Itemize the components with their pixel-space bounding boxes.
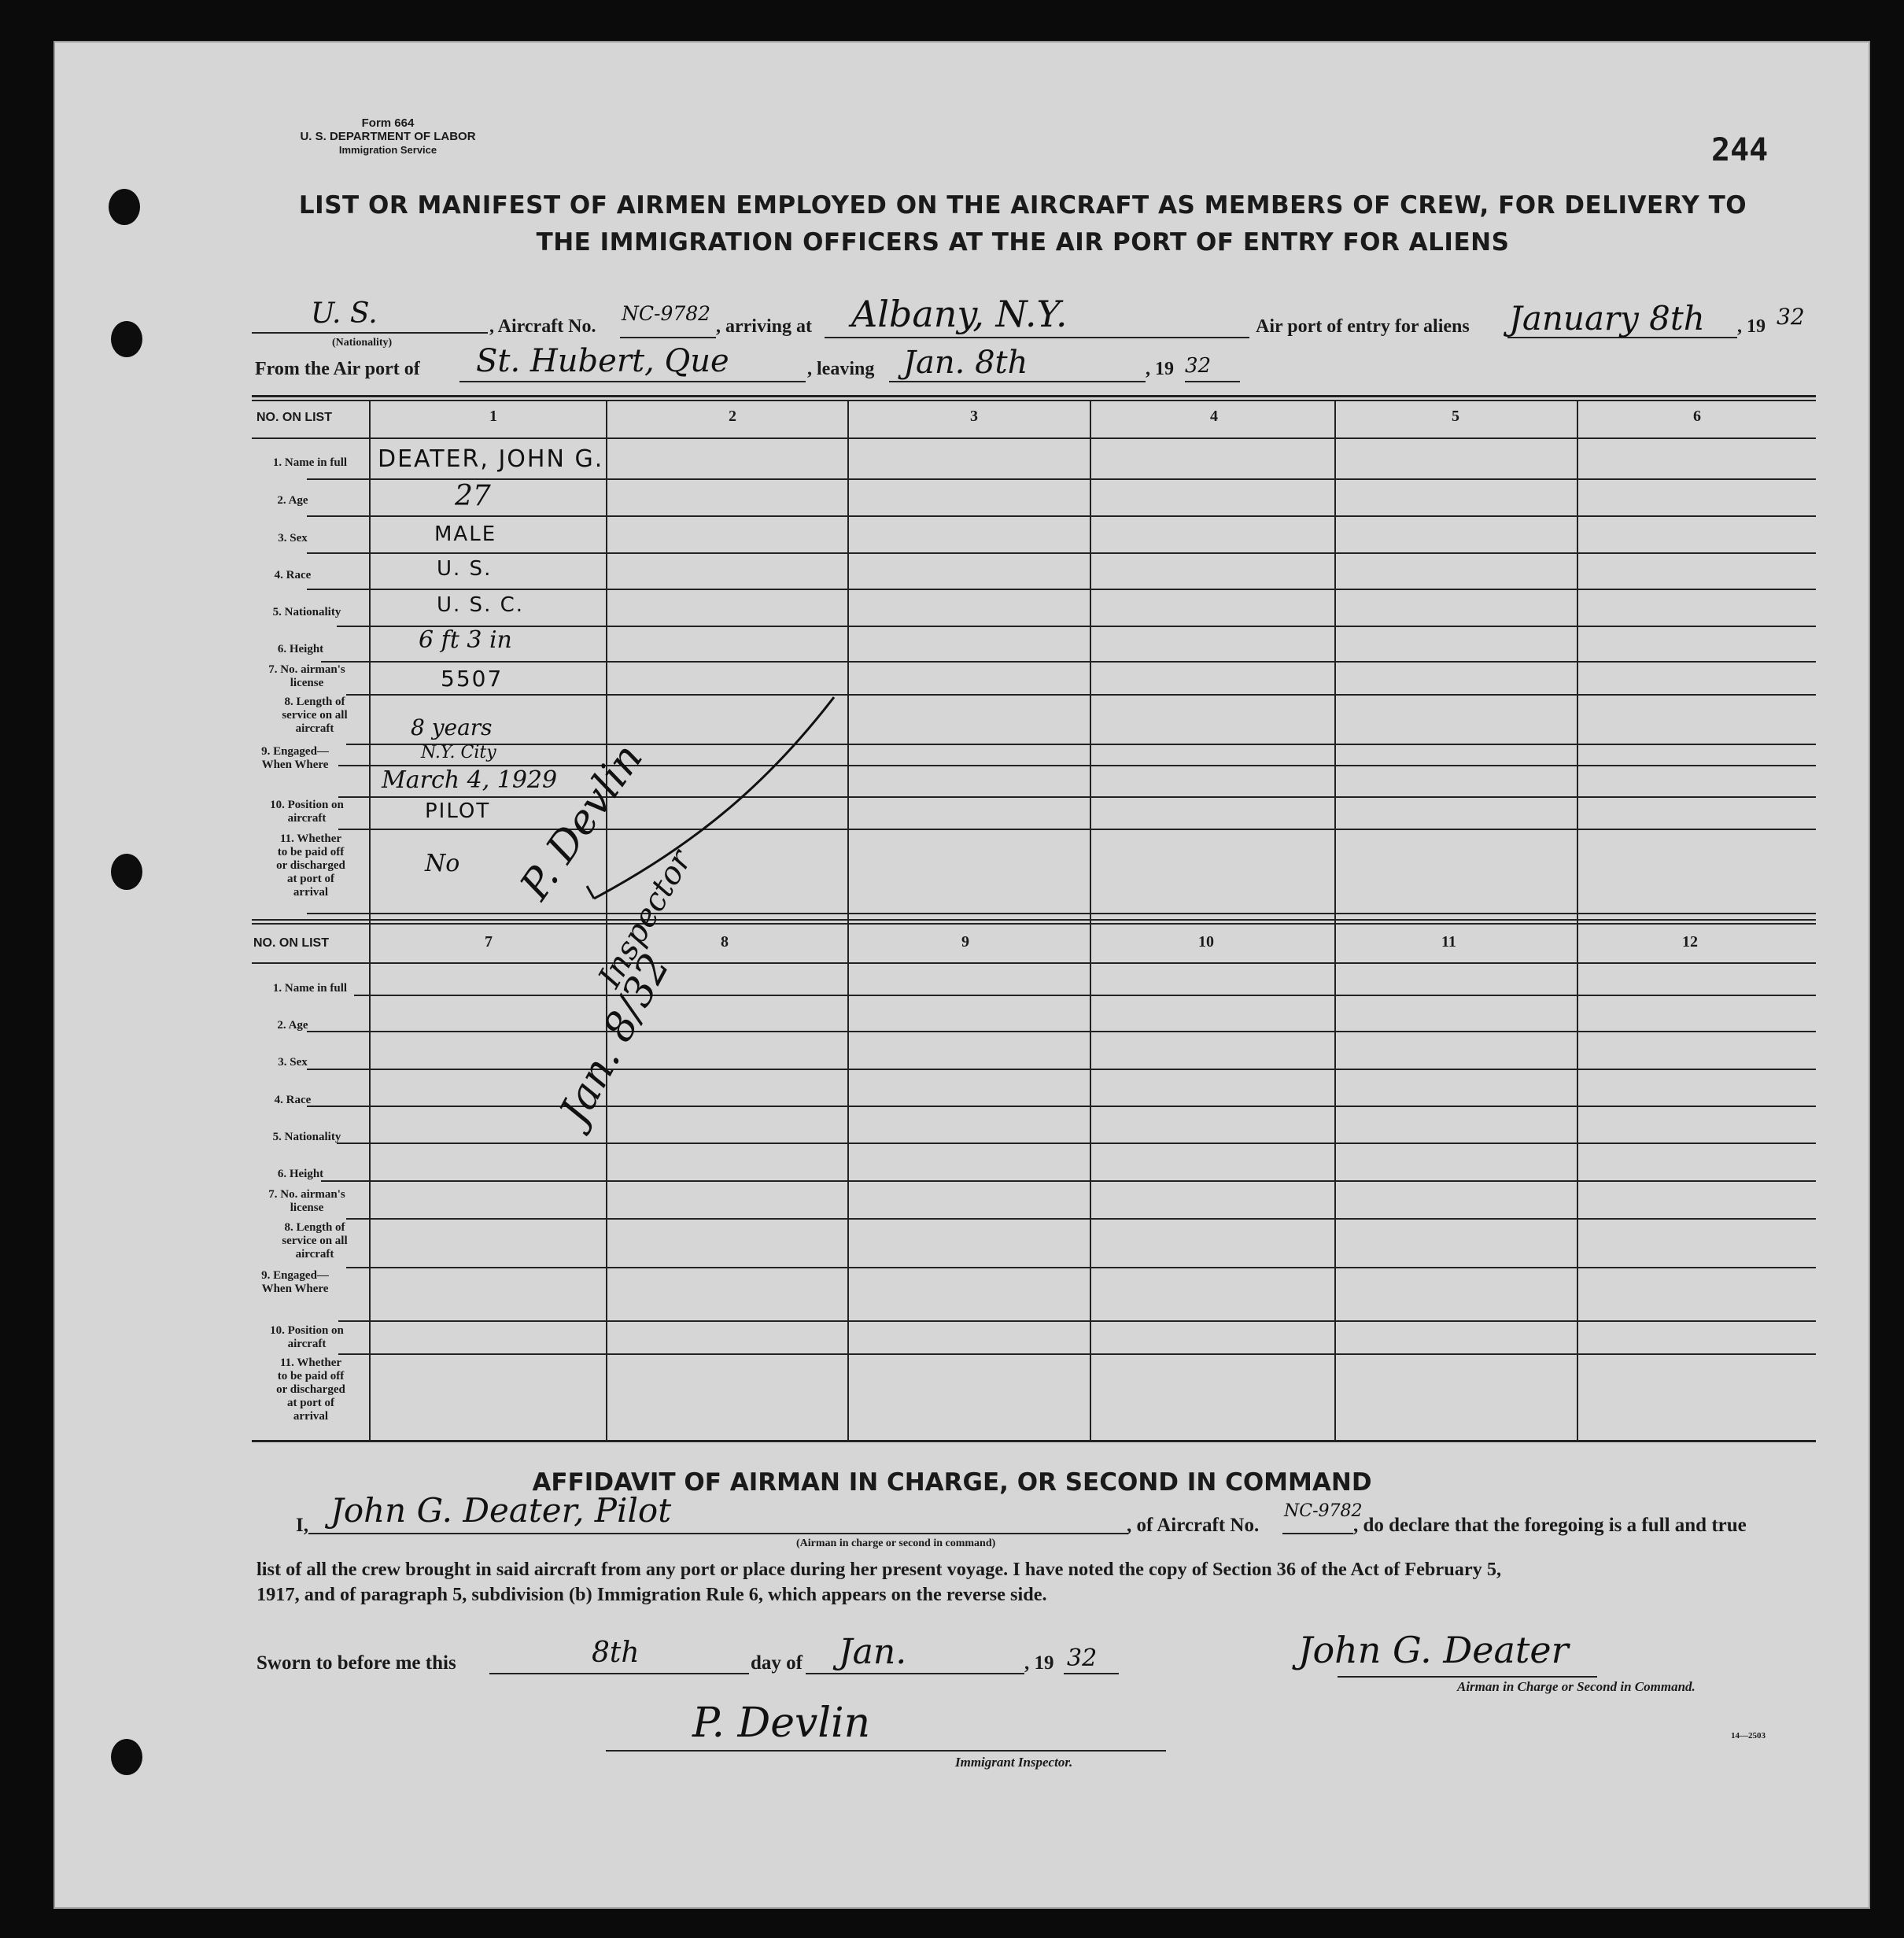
aircraft-value: NC-9782 (622, 302, 711, 325)
print-code: 14—2503 (1731, 1731, 1766, 1741)
inspector-annotation-date: Jan. 8/32 (551, 946, 680, 1132)
col-num-1: 1 (489, 408, 497, 425)
row-rule (321, 1180, 1816, 1182)
affidavit-name-rule (308, 1533, 1128, 1534)
row-label-service-2: 8. Length of service on all aircraft (282, 1221, 348, 1261)
affidavit-declare-text: , do declare that the foregoing is a full and true (1353, 1515, 1747, 1536)
punch-hole (111, 1739, 142, 1775)
affidavit-aircraft-rule (1282, 1533, 1353, 1534)
row-rule (307, 1106, 1816, 1107)
table-top-rule (252, 395, 1816, 397)
row-rule (338, 796, 1816, 798)
punch-hole (111, 321, 142, 357)
col-num-8: 8 (721, 933, 729, 951)
affidavit-title: AFFIDAVIT OF AIRMAN IN CHARGE, OR SECOND IN COMMAND (532, 1468, 1372, 1497)
crew-1-service: 8 years (411, 714, 493, 740)
crew-1-nationality: U. S. C. (437, 593, 525, 617)
row-label-race: 4. Race (274, 569, 312, 581)
row-rule (346, 1267, 1816, 1268)
row-label-height: 6. Height (277, 643, 324, 655)
airman-signature-rule (1338, 1676, 1597, 1678)
arriving-rule (825, 337, 1249, 338)
col-num-2: 2 (729, 408, 736, 425)
crew-1-race: U. S. (437, 557, 493, 581)
crew-1-age: 27 (455, 480, 491, 512)
row-label-service: 8. Length of service on all aircraft (282, 696, 348, 735)
sworn-day: 8th (592, 1637, 640, 1669)
row-label-position-2: 10. Position on aircraft (270, 1324, 344, 1350)
row-rule (307, 552, 1816, 554)
affidavit-line-2: list of all the crew brought in said aircraft from any port or place during her present voyage. I have noted the copy of Section 36 of the Act of February 5, (256, 1559, 1502, 1580)
row-label-age: 2. Age (277, 494, 308, 507)
form-header (250, 116, 526, 157)
row-label-engaged-2: 9. Engaged— When Where (261, 1269, 329, 1295)
table-header-rule-2 (252, 962, 1816, 964)
nationality-rule (252, 332, 488, 334)
row-rule (346, 694, 1816, 696)
row-label-paid-off: 11. Whether to be paid off or discharged at port of arrival (276, 832, 345, 899)
col-divider (369, 400, 371, 919)
service-name: Immigration Service (338, 144, 437, 156)
col-divider (369, 919, 371, 1440)
crew-1-engaged-when: March 4, 1929 (382, 766, 558, 794)
row-rule (307, 478, 1816, 480)
entry-year-value: 32 (1777, 304, 1805, 330)
crew-1-license: 5507 (441, 666, 504, 692)
crew-1-sex: MALE (434, 522, 497, 546)
sworn-month: Jan. (839, 1632, 907, 1672)
inspector-signature-rule (606, 1750, 1166, 1752)
row-label-race-2: 4. Race (274, 1094, 312, 1106)
nationality-value: U. S. (311, 297, 378, 330)
affidavit-of-aircraft-label: , of Aircraft No. (1127, 1515, 1260, 1536)
row-label-sex: 3. Sex (278, 532, 308, 544)
inspector-diagonal-stroke (582, 692, 850, 921)
row-rule (354, 995, 1816, 996)
inspector-signature: P. Devlin (692, 1700, 871, 1747)
entry-year-prefix: , 19 (1737, 316, 1766, 337)
from-rule (459, 381, 806, 382)
row-rule (338, 1320, 1816, 1322)
manifest-title (252, 187, 1794, 261)
title-line-2: THE IMMIGRATION OFFICERS AT THE AIR PORT OF ENTRY FOR ALIENS (536, 228, 1510, 257)
row-label-paid-off-2: 11. Whether to be paid off or discharged at port of arrival (276, 1357, 345, 1423)
entry-label: Air port of entry for aliens (1256, 316, 1470, 337)
aircraft-rule (620, 337, 716, 338)
sworn-year: 32 (1067, 1645, 1098, 1672)
col-num-10: 10 (1198, 933, 1214, 951)
airman-signature: John G. Deater (1298, 1629, 1569, 1671)
row-label-license-2: 7. No. airman's license (268, 1188, 345, 1214)
row-rule (307, 913, 1816, 914)
row-label-sex-2: 3. Sex (278, 1056, 308, 1069)
table-mid-rule (252, 919, 1816, 921)
col-num-11: 11 (1441, 933, 1456, 951)
row-rule (307, 589, 1816, 590)
row-rule (346, 1218, 1816, 1220)
affidavit-aircraft-value: NC-9782 (1284, 1501, 1363, 1521)
from-label: From the Air port of (255, 359, 420, 379)
row-rule (337, 1142, 1816, 1144)
leaving-value: Jan. 8th (903, 345, 1028, 381)
row-label-name: 1. Name in full (272, 456, 348, 469)
sworn-month-rule (806, 1673, 1024, 1674)
row-label-engaged: 9. Engaged— When Where (261, 745, 329, 771)
affidavit-airman-name: John G. Deater, Pilot (330, 1491, 672, 1530)
no-on-list-label-2: NO. ON LIST (253, 936, 329, 950)
leaving-year-prefix: , 19 (1146, 359, 1174, 379)
row-rule (338, 1353, 1816, 1355)
airman-signature-caption: Airman in Charge or Second in Command. (1457, 1679, 1696, 1694)
crew-1-paid-off: No (425, 850, 460, 877)
row-label-height-2: 6. Height (277, 1168, 324, 1180)
row-rule (321, 661, 1816, 663)
arriving-value: Albany, N.Y. (851, 293, 1068, 335)
row-rule (307, 515, 1816, 517)
row-rule (307, 1069, 1816, 1070)
col-num-4: 4 (1210, 408, 1218, 425)
sworn-label: Sworn to before me this (256, 1652, 456, 1674)
row-label-name-2: 1. Name in full (272, 982, 348, 995)
leaving-rule (889, 381, 1146, 382)
from-value: St. Hubert, Que (476, 343, 729, 379)
table-bottom-rule (252, 1440, 1816, 1442)
row-label-nationality: 5. Nationality (272, 606, 341, 618)
crew-1-position: PILOT (425, 799, 491, 823)
title-line-1: LIST OR MANIFEST OF AIRMEN EMPLOYED ON THE AIRCRAFT AS MEMBERS OF CREW, FOR DELIVERY TO (298, 191, 1747, 220)
leaving-year-value: 32 (1185, 354, 1212, 378)
col-num-9: 9 (961, 933, 969, 951)
sworn-year-rule (1064, 1673, 1119, 1674)
row-label-license: 7. No. airman's license (268, 663, 345, 689)
leaving-year-rule (1185, 381, 1240, 382)
nationality-caption: (Nationality) (332, 337, 393, 349)
affidavit-line-3: 1917, and of paragraph 5, subdivision (b) Immigration Rule 6, which appears on the reverse side. (256, 1584, 1047, 1605)
col-num-5: 5 (1452, 408, 1459, 425)
crew-1-engaged-where: N.Y. City (421, 743, 496, 762)
table-top-rule-2 (252, 400, 1816, 401)
crew-1-name: DEATER, JOHN G. (378, 445, 604, 473)
punch-hole (111, 854, 142, 890)
form-number: Form 664 (361, 116, 415, 130)
row-label-position: 10. Position on aircraft (270, 799, 344, 825)
sworn-year-prefix: , 19 (1024, 1652, 1054, 1674)
col-num-12: 12 (1682, 933, 1698, 951)
department-name: U. S. DEPARTMENT OF LABOR (300, 130, 476, 143)
arriving-label: , arriving at (716, 316, 812, 337)
row-label-age-2: 2. Age (277, 1019, 308, 1032)
table-header-rule (252, 437, 1816, 439)
leaving-label: , leaving (807, 359, 875, 379)
row-rule (307, 1031, 1816, 1032)
col-num-7: 7 (485, 933, 493, 951)
row-rule (346, 744, 1816, 745)
inspector-annotation-name: P. Devlin (511, 735, 652, 909)
crew-1-height: 6 ft 3 in (419, 626, 512, 654)
row-label-nationality-2: 5. Nationality (272, 1131, 341, 1143)
table-mid-rule-2 (252, 923, 1816, 925)
page-number: 244 (1711, 132, 1769, 168)
sworn-day-rule (489, 1673, 749, 1674)
affidavit-i-label: I, (296, 1515, 308, 1536)
affidavit-airman-caption: (Airman in charge or second in command) (796, 1537, 996, 1549)
no-on-list-label: NO. ON LIST (256, 411, 332, 424)
col-num-3: 3 (970, 408, 978, 425)
day-of-label: day of (751, 1652, 803, 1674)
inspector-caption: Immigrant Inspector. (955, 1755, 1073, 1770)
aircraft-label: , Aircraft No. (489, 316, 596, 337)
row-rule (337, 626, 1816, 627)
row-rule (338, 765, 1816, 766)
col-num-6: 6 (1693, 408, 1701, 425)
inspector-annotation-title: Inspector (592, 843, 699, 994)
entry-date-value: January 8th (1509, 299, 1705, 338)
punch-hole (109, 189, 140, 225)
